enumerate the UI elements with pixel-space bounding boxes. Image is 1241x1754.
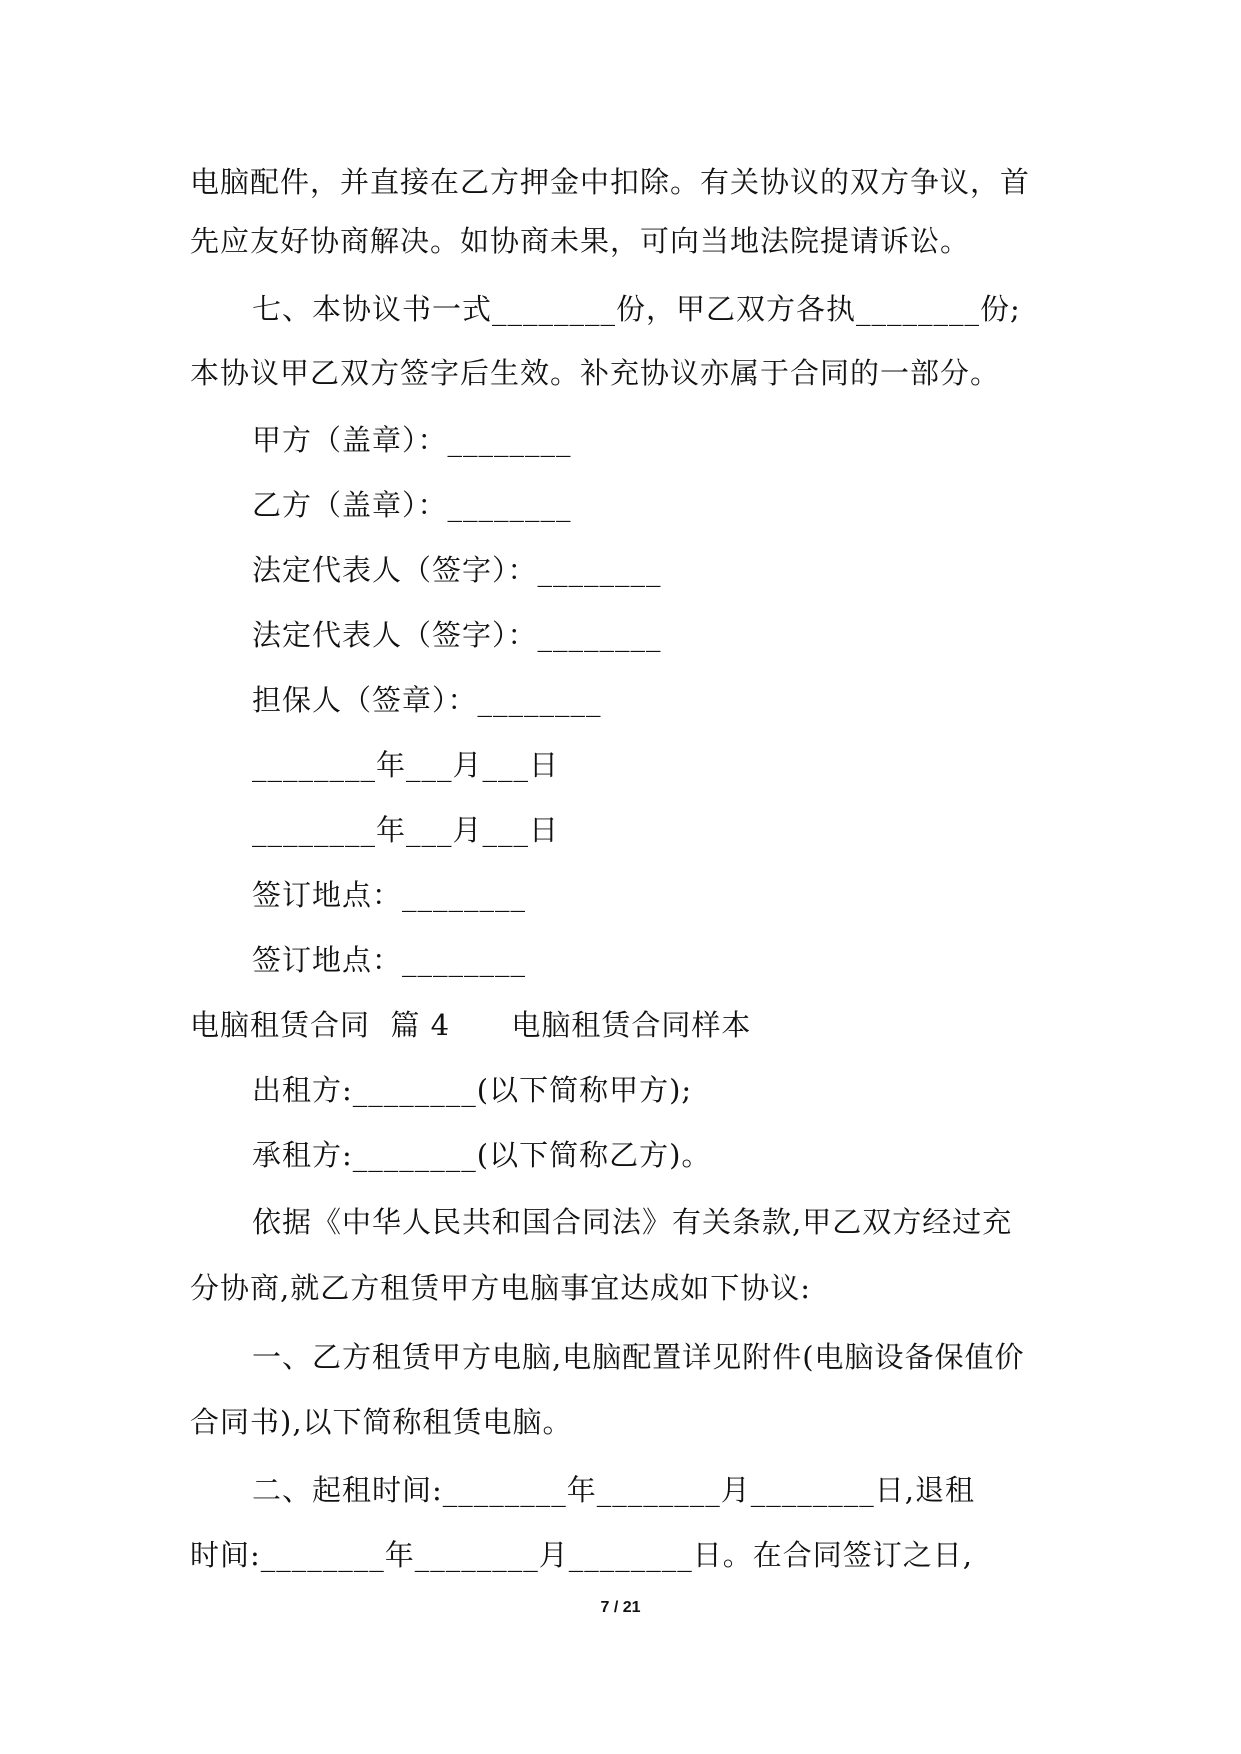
signature-line-representative: 法定代表人（签字）：________	[252, 618, 662, 652]
text-line: 依据《中华人民共和国合同法》有关条款,甲乙双方经过充	[252, 1205, 1013, 1239]
signature-line-representative: 法定代表人（签字）：________	[252, 553, 662, 587]
text-line: 电脑配件，并直接在乙方押金中扣除。有关协议的双方争议，首	[190, 165, 1031, 199]
date-line: ________年___月___日	[252, 813, 560, 847]
signing-place-line: 签订地点：________	[252, 943, 527, 977]
text-line: 分协商,就乙方租赁甲方电脑事宜达成如下协议:	[190, 1271, 811, 1305]
section-heading: 电脑租赁合同 篇 4 电脑租赁合同样本	[190, 1008, 752, 1042]
text-line: 出租方:________(以下简称甲方);	[252, 1073, 693, 1107]
text-line: 七、本协议书一式________份，甲乙双方各执________份;	[252, 292, 1021, 326]
signature-line-party-a: 甲方（盖章）：________	[252, 423, 572, 457]
text-line: 合同书),以下简称租赁电脑。	[190, 1405, 573, 1439]
text-line: 时间:________年________月________日。在合同签订之日,	[190, 1538, 973, 1572]
date-line: ________年___月___日	[252, 748, 560, 782]
text-line: 本协议甲乙双方签字后生效。补充协议亦属于合同的一部分。	[190, 356, 1001, 390]
text-line: 二、起租时间:________年________月________日,退租	[252, 1473, 975, 1507]
page-number: 7 / 21	[600, 1599, 641, 1616]
text-line: 先应友好协商解决。如协商未果，可向当地法院提请诉讼。	[190, 224, 971, 258]
text-line: 一、乙方租赁甲方电脑,电脑配置详见附件(电脑设备保值价	[252, 1340, 1025, 1374]
signing-place-line: 签订地点：________	[252, 878, 527, 912]
text-line: 承租方:________(以下简称乙方)。	[252, 1138, 712, 1172]
signature-line-guarantor: 担保人（签章）：________	[252, 683, 602, 717]
signature-line-party-b: 乙方（盖章）：________	[252, 488, 572, 522]
